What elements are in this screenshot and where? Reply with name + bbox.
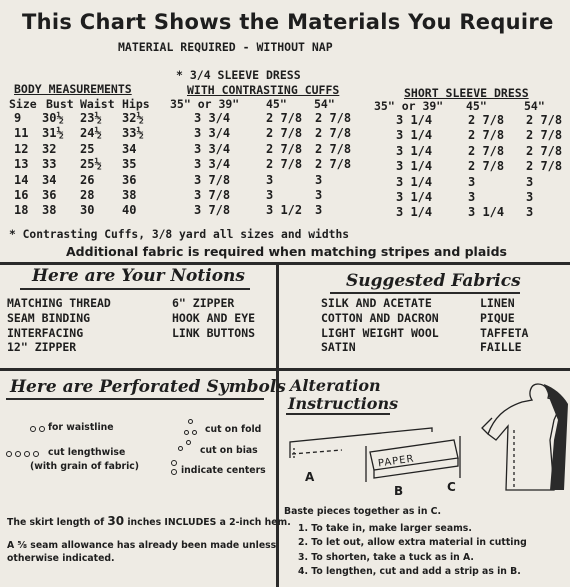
- column-header: 45": [266, 97, 287, 111]
- table-cell: 3 1/4: [396, 113, 433, 127]
- table-cell: 3 1/4: [396, 143, 433, 158]
- notion-item: 6" ZIPPER: [172, 296, 235, 310]
- three-quarter-heading: * 3/4 SLEEVE DRESS: [176, 68, 301, 82]
- table-cell: 30: [80, 203, 95, 218]
- table-cell: 40: [122, 203, 137, 218]
- table-cell: 2 7/8: [266, 141, 303, 156]
- table-cell: 3 3/4: [194, 111, 231, 125]
- alteration-subheading: Instructions: [288, 394, 399, 413]
- column-header: 54": [314, 97, 335, 111]
- notion-item: MATCHING THREAD: [7, 296, 111, 310]
- table-cell: 2 7/8: [266, 111, 303, 125]
- perforation-dot: [171, 460, 177, 466]
- table-cell: 26: [80, 172, 95, 187]
- table-cell: 2 7/8: [315, 141, 352, 156]
- divider-line: [276, 262, 279, 370]
- heading-underline: [20, 288, 250, 290]
- table-cell: 2 7/8: [468, 113, 505, 127]
- perforation-dot: [6, 451, 12, 457]
- skirt-length-hem: inches INCLUDES a 2-inch hem.: [127, 517, 291, 528]
- additional-fabric-note: Additional fabric is required when matching stripes and plaids: [66, 244, 507, 259]
- column-header: 35" or 39": [374, 99, 444, 113]
- table-cell: 3: [266, 188, 274, 202]
- table-cell: 38: [42, 203, 57, 218]
- perforation-dot: [184, 430, 189, 435]
- notions-heading: Here are Your Notions: [32, 266, 245, 286]
- alteration-step: 4. To lengthen, cut and add a strip as in B.: [298, 565, 521, 577]
- table-cell: 3: [468, 190, 476, 204]
- table-cell: 3 7/8: [194, 203, 231, 218]
- table-cell: 32: [42, 141, 57, 156]
- fabric-item: COTTON AND DACRON: [321, 310, 439, 325]
- alteration-step: 2. To let out, allow extra material in cutting: [298, 537, 527, 549]
- perforation-dot: [33, 451, 39, 457]
- waistline-label: for waistline: [48, 422, 114, 433]
- table-cell: 14: [14, 172, 29, 187]
- divider-line: [276, 368, 279, 587]
- three-quarter-subheading: WITH CONTRASTING CUFFS: [187, 83, 340, 97]
- table-cell: 2 7/8: [315, 111, 352, 125]
- bias-label: cut on bias: [200, 445, 258, 456]
- perforation-dot: [186, 440, 191, 445]
- perforation-dot: [30, 426, 36, 432]
- table-cell: 2 7/8: [266, 157, 303, 172]
- table-cell: 3: [468, 174, 476, 189]
- fabric-item: FAILLE: [480, 340, 522, 355]
- notion-item: 12" ZIPPER: [7, 340, 77, 355]
- table-cell: 34: [122, 141, 137, 156]
- table-cell: 18: [14, 203, 29, 218]
- table-cell: 3: [315, 203, 323, 218]
- perforation-dot: [39, 426, 45, 432]
- column-header: Hips: [122, 97, 150, 111]
- perforation-dot: [171, 469, 177, 475]
- table-cell: 35: [122, 157, 137, 172]
- diagram-label-b: B: [394, 484, 404, 498]
- table-cell: 2 7/8: [468, 143, 505, 158]
- table-cell: 3 3/4: [194, 126, 231, 141]
- skirt-length-text: The skirt length of: [7, 517, 105, 528]
- perforation-dot: [24, 451, 30, 457]
- heading-underline: [6, 398, 264, 400]
- page-subtitle: MATERIAL REQUIRED - WITHOUT NAP: [118, 40, 333, 54]
- diagram-label-c: C: [447, 480, 456, 494]
- fabric-item: SATIN: [321, 340, 356, 355]
- seam-allowance-line2: otherwise indicated.: [7, 553, 115, 564]
- alteration-step: 1. To take in, make larger seams.: [298, 523, 472, 534]
- table-cell: 34: [42, 172, 57, 187]
- table-cell: 2 7/8: [315, 157, 352, 172]
- sleeve-cuff: [482, 418, 492, 434]
- notion-item: INTERFACING: [7, 325, 84, 340]
- fabric-item: LINEN: [480, 296, 515, 310]
- alteration-heading: Alteration: [290, 376, 381, 395]
- centers-label: indicate centers: [181, 465, 266, 476]
- fabric-item: PIQUE: [480, 310, 515, 325]
- table-cell: 3 1/4: [396, 128, 433, 143]
- skirt-length-note: [7, 514, 291, 528]
- table-cell: 3: [266, 172, 274, 187]
- column-header: 54": [524, 99, 545, 113]
- table-cell: 3 1/4: [396, 190, 433, 204]
- lengthwise-label: cut lengthwise: [48, 447, 126, 458]
- notion-item: LINK BUTTONS: [172, 325, 256, 340]
- table-cell: 2 7/8: [468, 128, 505, 143]
- fabric-item: SILK AND ACETATE: [321, 296, 432, 310]
- perforation-dot: [192, 430, 197, 435]
- divider-line: [0, 262, 570, 265]
- table-cell: 36: [122, 172, 137, 187]
- heading-underline: [330, 292, 520, 294]
- symbols-heading: Here are Perforated Symbols: [10, 377, 286, 397]
- table-cell: 3 1/4: [468, 205, 505, 220]
- table-cell: 23½: [80, 111, 102, 125]
- table-cell: 3: [526, 205, 534, 220]
- table-cell: 25: [80, 141, 95, 156]
- table-cell: 3 1/4: [396, 205, 433, 220]
- diagram-label-a: A: [305, 470, 315, 484]
- table-cell: 2 7/8: [526, 159, 563, 174]
- short-sleeve-heading: SHORT SLEEVE DRESS: [404, 86, 529, 100]
- alteration-diagram: [282, 380, 570, 500]
- table-cell: 28: [80, 188, 95, 202]
- perforation-dot: [178, 446, 183, 451]
- baste-instruction: Baste pieces together as in C.: [284, 506, 442, 517]
- table-cell: 30½: [42, 111, 64, 125]
- table-cell: 3 3/4: [194, 141, 231, 156]
- table-cell: 11: [14, 126, 29, 141]
- table-cell: 2 7/8: [526, 128, 563, 143]
- table-cell: 2 7/8: [266, 126, 303, 141]
- table-cell: 3 1/2: [266, 203, 303, 218]
- table-cell: 3 1/4: [396, 159, 433, 174]
- table-cell: 3 3/4: [194, 157, 231, 172]
- table-cell: 36: [42, 188, 57, 202]
- perforation-dot: [15, 451, 21, 457]
- table-cell: 3: [526, 174, 534, 189]
- table-cell: 24½: [80, 126, 102, 141]
- table-cell: 3 7/8: [194, 172, 231, 187]
- table-cell: 12: [14, 141, 29, 156]
- table-cell: 3: [315, 172, 323, 187]
- table-cell: 3 7/8: [194, 188, 231, 202]
- column-header: 45": [466, 99, 487, 113]
- page-title: This Chart Shows the Materials You Require: [22, 10, 554, 34]
- fabric-item: LIGHT WEIGHT WOOL: [321, 325, 439, 340]
- fold-label: cut on fold: [205, 424, 262, 435]
- table-cell: 2 7/8: [315, 126, 352, 141]
- body-measurements-heading: BODY MEASUREMENTS: [14, 82, 132, 96]
- table-cell: 33: [42, 157, 57, 172]
- table-cell: 9: [14, 111, 22, 125]
- dress-form-shadow: [544, 384, 568, 490]
- table-cell: 2 7/8: [468, 159, 505, 174]
- skirt-length-inches: 30: [107, 514, 125, 528]
- seam-allowance-line1: A ⅝ seam allowance has already been made unless: [7, 540, 277, 551]
- table-cell: 13: [14, 157, 29, 172]
- table-cell: 16: [14, 188, 29, 202]
- tuck-line: [292, 450, 342, 454]
- perforation-dot: [188, 419, 193, 424]
- column-header: Bust: [46, 97, 74, 111]
- alteration-step: 3. To shorten, take a tuck as in A.: [298, 551, 474, 563]
- grain-note: (with grain of fabric): [30, 461, 140, 472]
- table-cell: 32½: [122, 111, 144, 125]
- fabric-item: TAFFETA: [480, 325, 529, 340]
- column-header: Size: [9, 97, 37, 111]
- cuffs-note: * Contrasting Cuffs, 3/8 yard all sizes and widths: [9, 228, 350, 241]
- table-cell: 3: [526, 190, 534, 204]
- table-cell: 2 7/8: [526, 143, 563, 158]
- column-header: Waist: [80, 97, 115, 111]
- table-cell: 3 1/4: [396, 174, 433, 189]
- table-cell: 38: [122, 188, 137, 202]
- column-header: 35" or 39": [170, 97, 240, 111]
- table-cell: 3: [315, 188, 323, 202]
- paper-label: PAPER: [377, 453, 416, 470]
- fabrics-heading: Suggested Fabrics: [346, 271, 521, 291]
- table-cell: 33½: [122, 126, 144, 141]
- divider-line: [0, 368, 570, 371]
- notion-item: HOOK AND EYE: [172, 310, 256, 325]
- table-cell: 2 7/8: [526, 113, 563, 127]
- table-cell: 31½: [42, 126, 64, 141]
- notion-item: SEAM BINDING: [7, 310, 91, 325]
- table-cell: 25½: [80, 157, 102, 172]
